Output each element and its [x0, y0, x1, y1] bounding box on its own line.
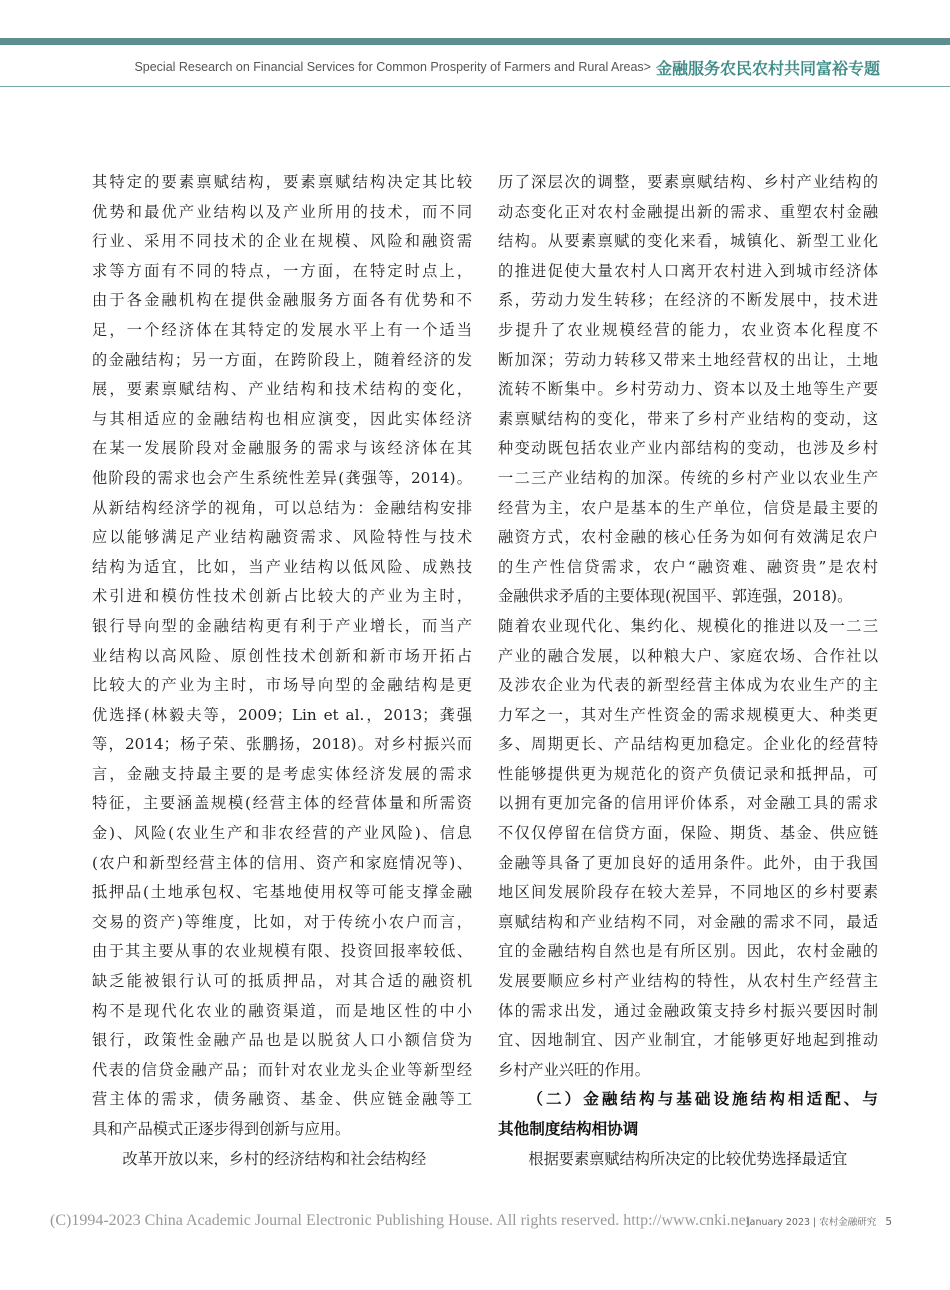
text-line: 的金融结构；另一方面，在跨阶段上，随着经济的发 [92, 350, 472, 369]
text-line: 银行导向型的金融结构更有利于产业增长，而当产 [92, 616, 472, 635]
text-line: 步提升了农业规模经营的能力，农业资本化程度不 [498, 320, 878, 339]
text-line: 术引进和模仿性技术创新占比较大的产业为主时， [92, 587, 472, 606]
text-line: 产业的融合发展，以种粮大户、家庭农场、合作社以 [498, 646, 878, 665]
page-number: 5 [885, 1216, 892, 1228]
text-line: 优选择(林毅夫等，2009；Lin et al.，2013；龚强 [92, 705, 472, 724]
copyright-notice: (C)1994-2023 China Academic Journal Electronic Publishing House. All rights reserved. http://www.cnki.net [50, 1212, 751, 1229]
text-line: 特征，主要涵盖规模(经营主体的经营体量和所需资 [92, 794, 472, 813]
text-line: 以拥有更加完备的信用评价体系，对金融工具的需求 [498, 794, 878, 813]
text-line: (农户和新型经营主体的信用、资产和家庭情况等)、 [92, 853, 472, 872]
text-line: 应以能够满足产业结构融资需求、风险特性与技术 [92, 528, 472, 547]
text-line: 地区间发展阶段存在较大差异，不同地区的乡村要素 [498, 883, 878, 902]
text-line: 力军之一，其对生产性资金的需求规模更大、种类更 [498, 705, 878, 724]
text-line: 随着农业现代化、集约化、规模化的推进以及一二三 [498, 616, 878, 635]
text-line: 种变动既包括农业产业内部结构的变动，也涉及乡村 [498, 439, 878, 458]
text-line: 展，要素禀赋结构、产业结构和技术结构的变化， [92, 380, 472, 399]
text-line: 具和产品模式正逐步得到创新与应用。 [92, 1120, 351, 1138]
header-divider [0, 86, 950, 87]
page-footer [0, 1208, 950, 1238]
text-line: 其他制度结构相协调 [498, 1120, 639, 1138]
text-line: 优势和最优产业结构以及产业所用的技术，而不同 [92, 202, 472, 221]
text-line: 宜、因地制宜、因产业制宜，才能够更好地起到推动 [498, 1031, 878, 1050]
text-line: 体的需求出发，通过金融政策支持乡村振兴要因时制 [498, 1001, 878, 1020]
text-line: 发展要顺应乡村产业结构的特性，从农村生产经营主 [498, 972, 878, 991]
text-line: 断加深；劳动力转移又带来土地经营权的出让，土地 [498, 350, 878, 369]
text-line: 及涉农企业为代表的新型经营主体成为农业生产的主 [498, 676, 878, 695]
text-line: 根据要素禀赋结构所决定的比较优势选择最适宜 [498, 1149, 848, 1168]
text-line: 他阶段的需求也会产生系统性差异(龚强等，2014)。 [92, 468, 472, 487]
running-header [134, 52, 880, 82]
right-text-column [498, 168, 878, 1174]
text-line: 抵押品(土地承包权、宅基地使用权等可能支撑金融 [92, 883, 472, 902]
text-line: 的推进促使大量农村人口离开农村进入到城市经济体 [498, 261, 878, 280]
text-line: 由于其主要从事的农业规模有限、投资回报率较低、 [92, 942, 472, 961]
text-line: 银行，政策性金融产品也是以脱贫人口小额信贷为 [92, 1031, 472, 1050]
text-line: 足，一个经济体在其特定的发展水平上有一个适当 [92, 320, 472, 339]
text-line: 构不是现代化农业的融资渠道，而是地区性的中小 [92, 1001, 472, 1020]
text-line: 结构为适宜，比如，当产业结构以低风险、成熟技 [92, 557, 472, 576]
text-line: 金融供求矛盾的主要体现(祝国平、郭连强，2018)。 [498, 587, 853, 606]
text-line: 系，劳动力发生转移；在经济的不断发展中，技术进 [498, 291, 878, 310]
text-line: 行业、采用不同技术的企业在规模、风险和融资需 [92, 232, 472, 251]
text-line: 言，金融支持最主要的是考虑实体经济发展的需求 [92, 764, 472, 783]
text-line: 代表的信贷金融产品；而针对农业龙头企业等新型经 [92, 1060, 472, 1079]
text-line: 金融等具备了更加良好的适用条件。此外，由于我国 [498, 853, 878, 872]
text-line: 的生产性信贷需求，农户“融资难、融资贵”是农村 [498, 557, 878, 576]
text-line: 不仅仅停留在信贷方面，保险、期货、基金、供应链 [498, 824, 878, 843]
text-line: （二）金融结构与基础设施结构相适配、与 [498, 1090, 878, 1109]
text-line: 营主体的需求，债务融资、基金、供应链金融等工 [92, 1090, 472, 1109]
text-line: 求等方面有不同的特点，一方面，在特定时点上， [92, 261, 472, 280]
text-line: 从新结构经济学的视角，可以总结为：金融结构安排 [92, 498, 472, 517]
text-line: 性能够提供更为规范化的资产负债记录和抵押品，可 [498, 764, 878, 783]
header-accent-bar [0, 38, 950, 45]
text-line: 等，2014；杨子荣、张鹏扬，2018)。对乡村振兴而 [92, 735, 472, 754]
text-line: 结构。从要素禀赋的变化来看，城镇化、新型工业化 [498, 232, 878, 251]
text-line: 业结构以高风险、原创性技术创新和新市场开拓占 [92, 646, 472, 665]
text-line: 金)、风险(农业生产和非农经营的产业风险)、信息 [92, 824, 472, 843]
text-line: 缺乏能被银行认可的抵质押品，对其合适的融资机 [92, 972, 472, 991]
running-header-chinese: 金融服务农民农村共同富裕专题 [655, 58, 880, 78]
text-line: 禀赋结构和产业结构不同，对金融的需求不同，最适 [498, 912, 878, 931]
text-line: 一二三产业结构的加深。传统的乡村产业以农业生产 [498, 468, 878, 487]
folio [747, 1214, 892, 1228]
text-line: 乡村产业兴旺的作用。 [498, 1060, 650, 1079]
text-line: 多、周期更长、产品结构更加稳定。企业化的经营特 [498, 735, 878, 754]
text-line: 其特定的要素禀赋结构，要素禀赋结构决定其比较 [92, 173, 472, 191]
text-line: 与其相适应的金融结构也相应演变，因此实体经济 [92, 409, 472, 428]
text-line: 改革开放以来，乡村的经济结构和社会结构经 [92, 1149, 427, 1168]
text-line: 历了深层次的调整，要素禀赋结构、乡村产业结构的 [498, 173, 878, 191]
text-line: 交易的资产)等维度，比如，对于传统小农户而言， [92, 912, 472, 931]
journal-issue: January 2023 | 农村金融研究 [746, 1217, 877, 1228]
text-line: 素禀赋结构的变化，带来了乡村产业结构的变动，这 [498, 409, 878, 428]
text-line: 动态变化正对农村金融提出新的需求、重塑农村金融 [498, 202, 878, 221]
text-line: 在某一发展阶段对金融服务的需求与该经济体在其 [92, 439, 472, 458]
text-line: 由于各金融机构在提供金融服务方面各有优势和不 [92, 291, 472, 310]
text-line: 经营为主，农户是基本的生产单位，信贷是最主要的 [498, 498, 878, 517]
text-line: 流转不断集中。乡村劳动力、资本以及土地等生产要 [498, 380, 878, 399]
left-text-column [92, 168, 472, 1174]
text-line: 宜的金融结构自然也是有所区别。因此，农村金融的 [498, 942, 878, 961]
running-header-english: Special Research on Financial Services for Common Prosperity of Farmers and Rural Areas> [134, 60, 651, 74]
text-line: 比较大的产业为主时，市场导向型的金融结构是更 [92, 676, 472, 695]
text-line: 融资方式，农村金融的核心任务为如何有效满足农户 [498, 528, 878, 547]
